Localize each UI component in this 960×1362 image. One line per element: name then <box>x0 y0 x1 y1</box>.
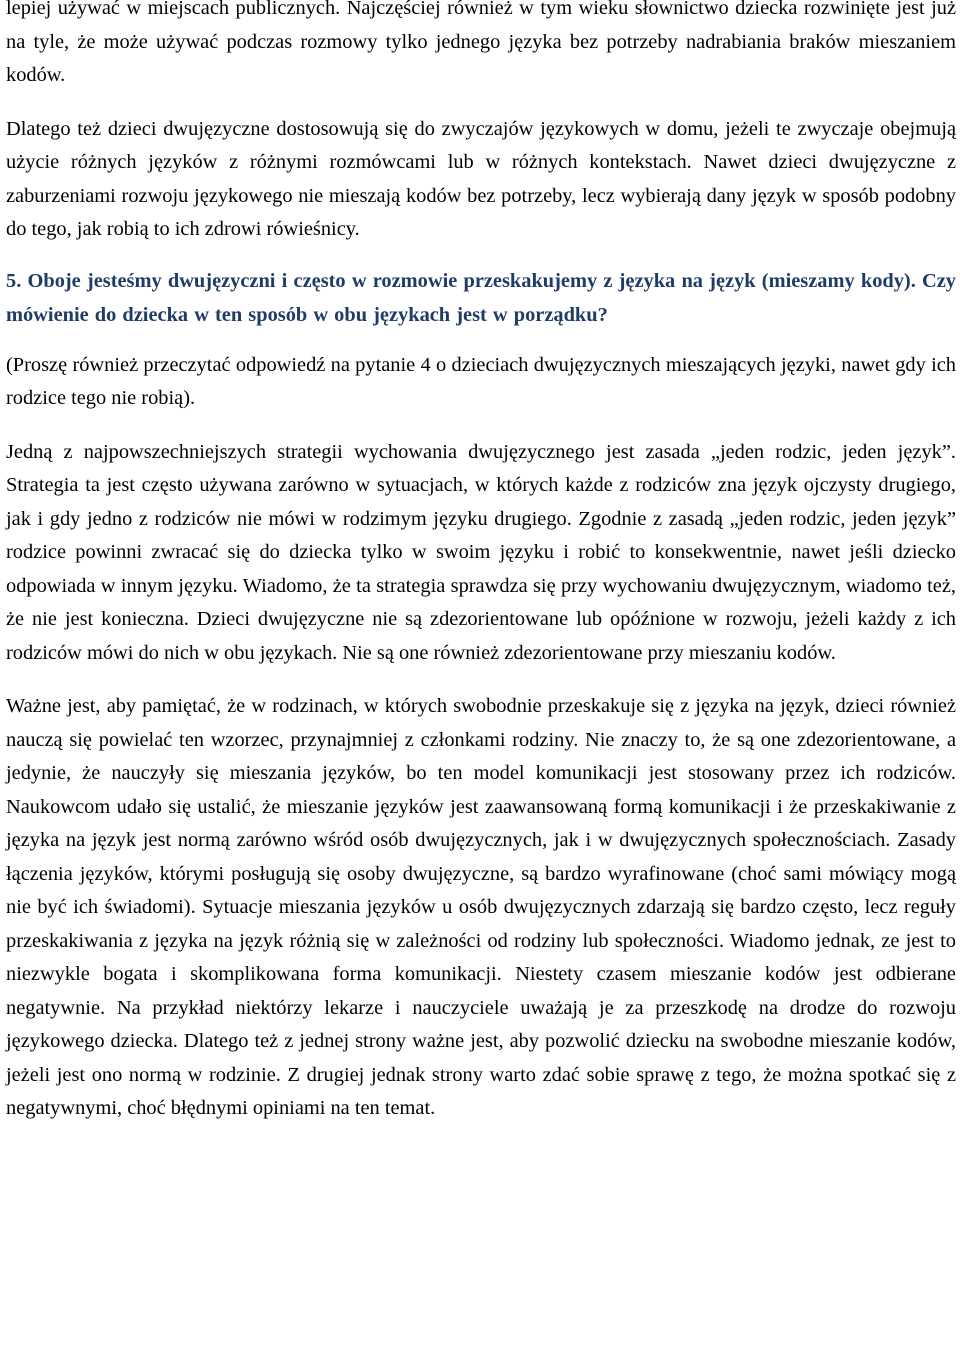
paragraph-reference-note: (Proszę również przeczytać odpowiedź na pytanie 4 o dzieciach dwujęzycznych mieszających języki, nawet gdy ich rodzice tego nie robią). <box>6 353 956 409</box>
paragraph-code-mixing: Ważne jest, aby pamiętać, że w rodzinach, w których swobodnie przeskakuje się z języka na język, dzieci również nauczą się powielać ten wzorzec, przynajmniej z członkami rodziny. Nie znaczy to, że są one zdezorientowane, a jedynie, że nauczyły się mieszania języków, bo ten model komunikacji jest stosowany przez ich rodziców. Naukowcom udało się ustalić, że mieszanie języków jest zaawansowaną formą komunikacji i że przeskakiwanie z języka na język jest normą zarówno wśród osób dwujęzycznych, jak i w dwujęzycznych społecznościach. Zasady łączenia języków, którymi posługują się osoby dwujęzyczne, są bardzo wyrafinowane (choć sami mówiący mogą nie być ich świadomi). Sytuacje mieszania języków u osób dwujęzycznych zdarzają się bardzo często, lecz reguły przeskakiwania z języka na język różnią się w zależności od rodziny lub społeczności. Wiadomo jednak, ze jest to niezwykle bogata i skomplikowana forma komunikacji. Niestety czasem mieszanie kodów jest odbierane negatywnie. Na przykład niektórzy lekarze i nauczyciele uważają je za przeszkodę na drodze do rozwoju językowego dziecka. Dlatego też z jednej strony ważne jest, aby pozwolić dziecku na swobodne mieszanie kodów, jeżeli jest ono normą w rodzinie. Z drugiej jednak strony warto zdać sobie sprawę z tego, że można spotkać się z negatywnymi, choć błędnymi opiniami na ten temat. <box>6 695 956 1119</box>
document-page <box>6 0 956 1126</box>
question-heading: 5. Oboje jesteśmy dwujęzyczni i często w rozmowie przeskakujemy z języka na język (mieszamy kody). Czy mówienie do dziecka w ten sposób w obu językach jest w porządku? <box>6 269 956 326</box>
paragraph-intro-continuation: lepiej używać w miejscach publicznych. Najczęściej również w tym wieku słownictwo dziecka rozwinięte jest już na tyle, że może używać podczas rozmowy tylko jednego języka bez potrzeby nadrabiania braków mieszaniem kodów. <box>6 0 956 86</box>
paragraph-bilingual-habits: Dlatego też dzieci dwujęzyczne dostosowują się do zwyczajów językowych w domu, jeżeli te zwyczaje obejmują użycie różnych języków z różnymi rozmówcami lub w różnych kontekstach. Nawet dzieci dwujęzyczne z zaburzeniami rozwoju językowego nie mieszają kodów bez potrzeby, lecz wybierają dany język w sposób podobny do tego, jak robią to ich zdrowi rówieśnicy. <box>6 117 956 240</box>
paragraph-one-parent-one-language: Jedną z najpowszechniejszych strategii wychowania dwujęzycznego jest zasada „jeden rodzic, jeden język”. Strategia ta jest często używana zarówno w sytuacjach, w których każde z rodziców zna język ojczysty drugiego, jak i gdy jedno z rodziców nie mówi w rodzimym języku drugiego. Zgodnie z zasadą „jeden rodzic, jeden język” rodzice powinni zwracać się do dziecka tylko w swoim języku i robić to konsekwentnie, nawet jeśli dziecko odpowiada w innym języku. Wiadomo, że ta strategia sprawdza się przy wychowaniu dwujęzycznym, wiadomo też, że nie jest konieczna. Dzieci dwujęzyczne nie są zdezorientowane lub opóźnione w rozwoju, jeżeli każdy z ich rodziców mówi do nich w obu językach. Nie są one również zdezorientowane przy mieszaniu kodów. <box>6 440 956 664</box>
